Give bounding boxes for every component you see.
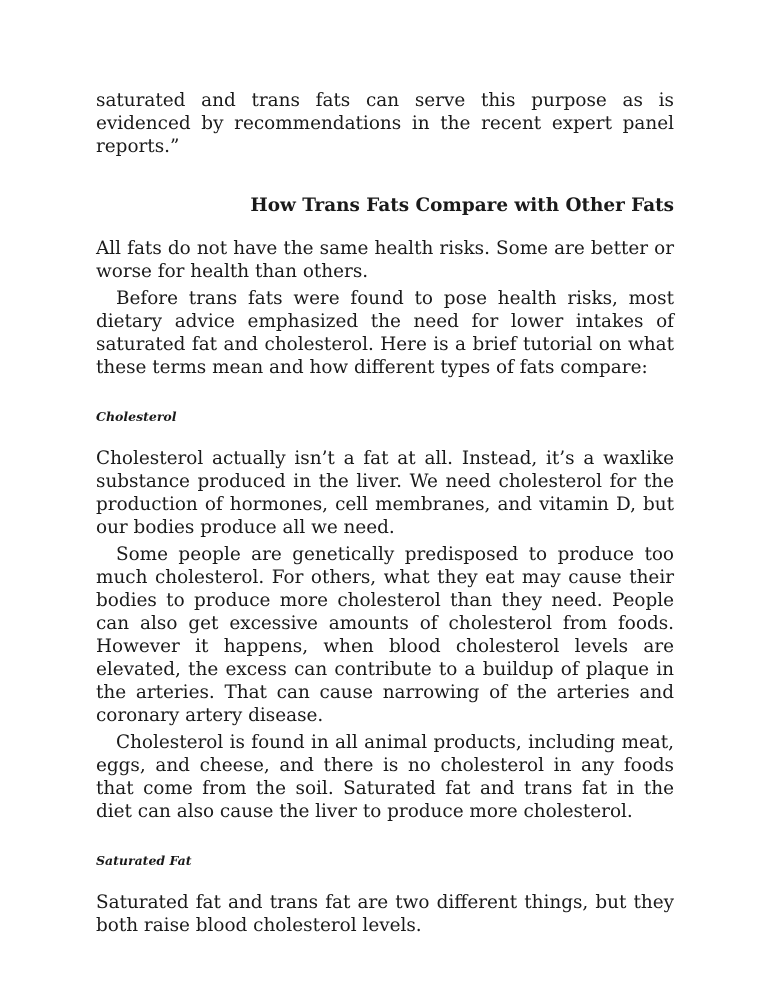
section-paragraph-2: Before trans fats were found to pose health risks, most dietary advice emphasized the need for lower intakes of saturated fat and cholesterol. Here is a brief tutorial on what these terms mean and how different types of fats compare: (96, 288, 674, 378)
document-page (96, 89, 674, 937)
cholesterol-paragraph-3: Cholesterol is found in all animal products, including meat, eggs, and cheese, and there is no cholesterol in any foods that come from the soil. Saturated fat and trans fat in the diet can also cause the liver to produce more cholesterol. (96, 732, 674, 822)
cholesterol-paragraph-2: Some people are genetically predisposed to produce too much cholesterol. For others, what they eat may cause their bodies to produce more cholesterol than they need. People can also get excessive amounts of cholesterol from foods. However it happens, when blood cholesterol levels are elevated, the excess can contribute to a buildup of plaque in the arteries. That can cause narrowing of the arteries and coronary artery disease. (96, 544, 674, 726)
cholesterol-heading: Cholesterol (96, 409, 177, 424)
saturated-fat-heading: Saturated Fat (96, 853, 192, 868)
section-paragraph-1: All fats do not have the same health risks. Some are better or worse for health than others. (96, 238, 674, 282)
cholesterol-paragraph-1: Cholesterol actually isn’t a fat at all. Instead, it’s a waxlike substance produced in the liver. We need cholesterol for the production of hormones, cell membranes, and vitamin D, but our bodies produce all we need. (96, 448, 674, 538)
intro-fragment-paragraph: saturated and trans fats can serve this purpose as is evidenced by recommendations in the recent expert panel reports.” (96, 90, 674, 157)
section-heading: How Trans Fats Compare with Other Fats (250, 195, 674, 216)
saturated-fat-paragraph-1: Saturated fat and trans fat are two different things, but they both raise blood cholesterol levels. (96, 892, 674, 936)
